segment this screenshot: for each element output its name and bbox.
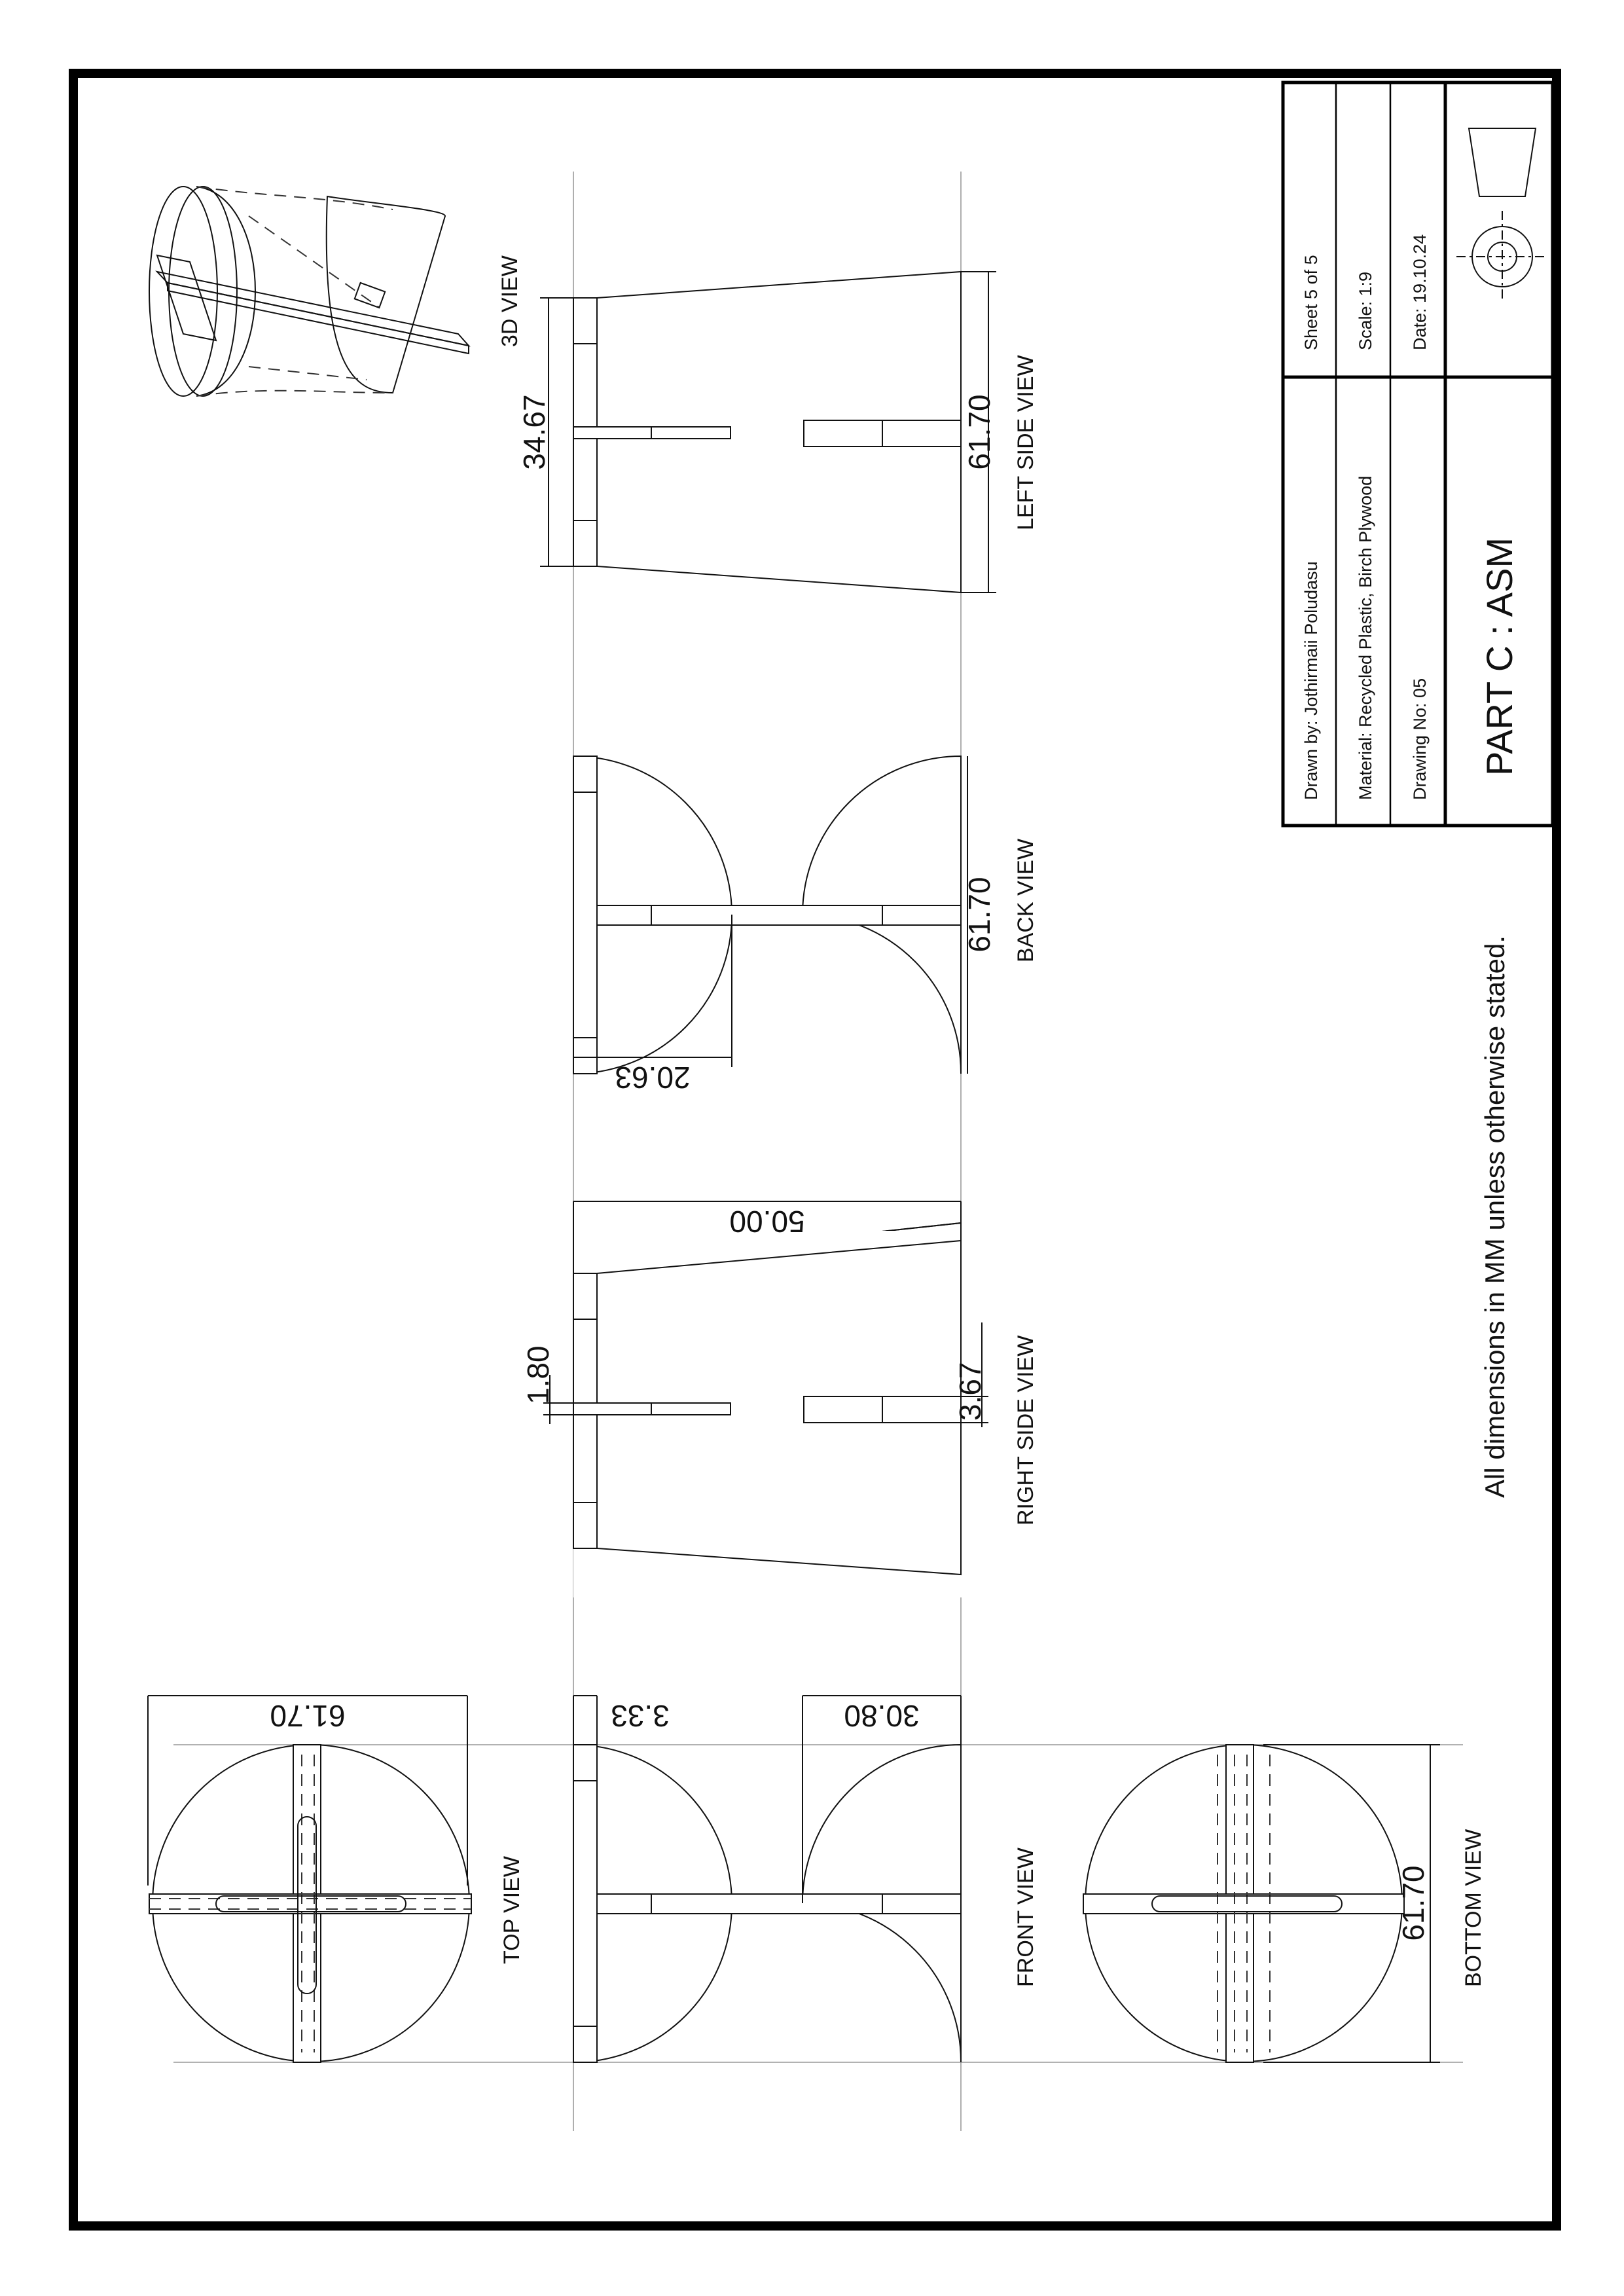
back-view-label: BACK VIEW bbox=[1013, 839, 1038, 962]
svg-text:50.00: 50.00 bbox=[729, 1205, 805, 1239]
svg-text:61.70: 61.70 bbox=[962, 877, 996, 953]
right-side-view-label: RIGHT SIDE VIEW bbox=[1013, 1335, 1038, 1525]
svg-text:61.70: 61.70 bbox=[270, 1699, 346, 1733]
iso-view bbox=[149, 187, 469, 396]
svg-text:1.80: 1.80 bbox=[521, 1345, 555, 1404]
dim-back-width bbox=[962, 756, 996, 1074]
part-name-text: PART C : ASM bbox=[1479, 537, 1520, 776]
svg-text:61.70: 61.70 bbox=[962, 394, 996, 470]
svg-text:34.67: 34.67 bbox=[517, 394, 551, 470]
top-view bbox=[149, 1745, 471, 2062]
date-text: Date: 19.10.24 bbox=[1410, 234, 1430, 350]
dim-right-slot bbox=[521, 1345, 573, 1424]
back-view bbox=[573, 756, 961, 1074]
iso-view-label: 3D VIEW bbox=[497, 255, 522, 347]
front-view bbox=[573, 1745, 961, 2062]
left-side-view bbox=[573, 272, 961, 592]
units-note: All dimensions in MM unless otherwise stated. bbox=[1479, 935, 1510, 1498]
bottom-view-label: BOTTOM VIEW bbox=[1461, 1829, 1486, 1987]
svg-text:61.70: 61.70 bbox=[1396, 1865, 1430, 1941]
drawn-by-text: Drawn by: Jothirmaii Poludasu bbox=[1301, 561, 1321, 800]
material-text: Material: Recycled Plastic, Birch Plywood bbox=[1356, 475, 1375, 800]
scale-text: Scale: 1:9 bbox=[1356, 271, 1375, 350]
dim-left-height bbox=[517, 298, 573, 566]
svg-text:3.33: 3.33 bbox=[611, 1699, 670, 1733]
title-block bbox=[1283, 82, 1553, 826]
drawing-no-text: Drawing No: 05 bbox=[1410, 678, 1430, 800]
sheet-text: Sheet 5 of 5 bbox=[1301, 255, 1321, 350]
svg-text:30.80: 30.80 bbox=[844, 1699, 920, 1733]
bottom-view bbox=[1083, 1745, 1404, 2062]
front-view-label: FRONT VIEW bbox=[1013, 1848, 1038, 1987]
svg-text:3.67: 3.67 bbox=[953, 1362, 987, 1421]
svg-text:20.63: 20.63 bbox=[615, 1061, 691, 1095]
dim-left-width bbox=[961, 272, 996, 592]
top-view-label: TOP VIEW bbox=[499, 1855, 524, 1964]
dim-front-radius bbox=[803, 1696, 961, 1903]
left-side-view-label: LEFT SIDE VIEW bbox=[1013, 355, 1038, 530]
